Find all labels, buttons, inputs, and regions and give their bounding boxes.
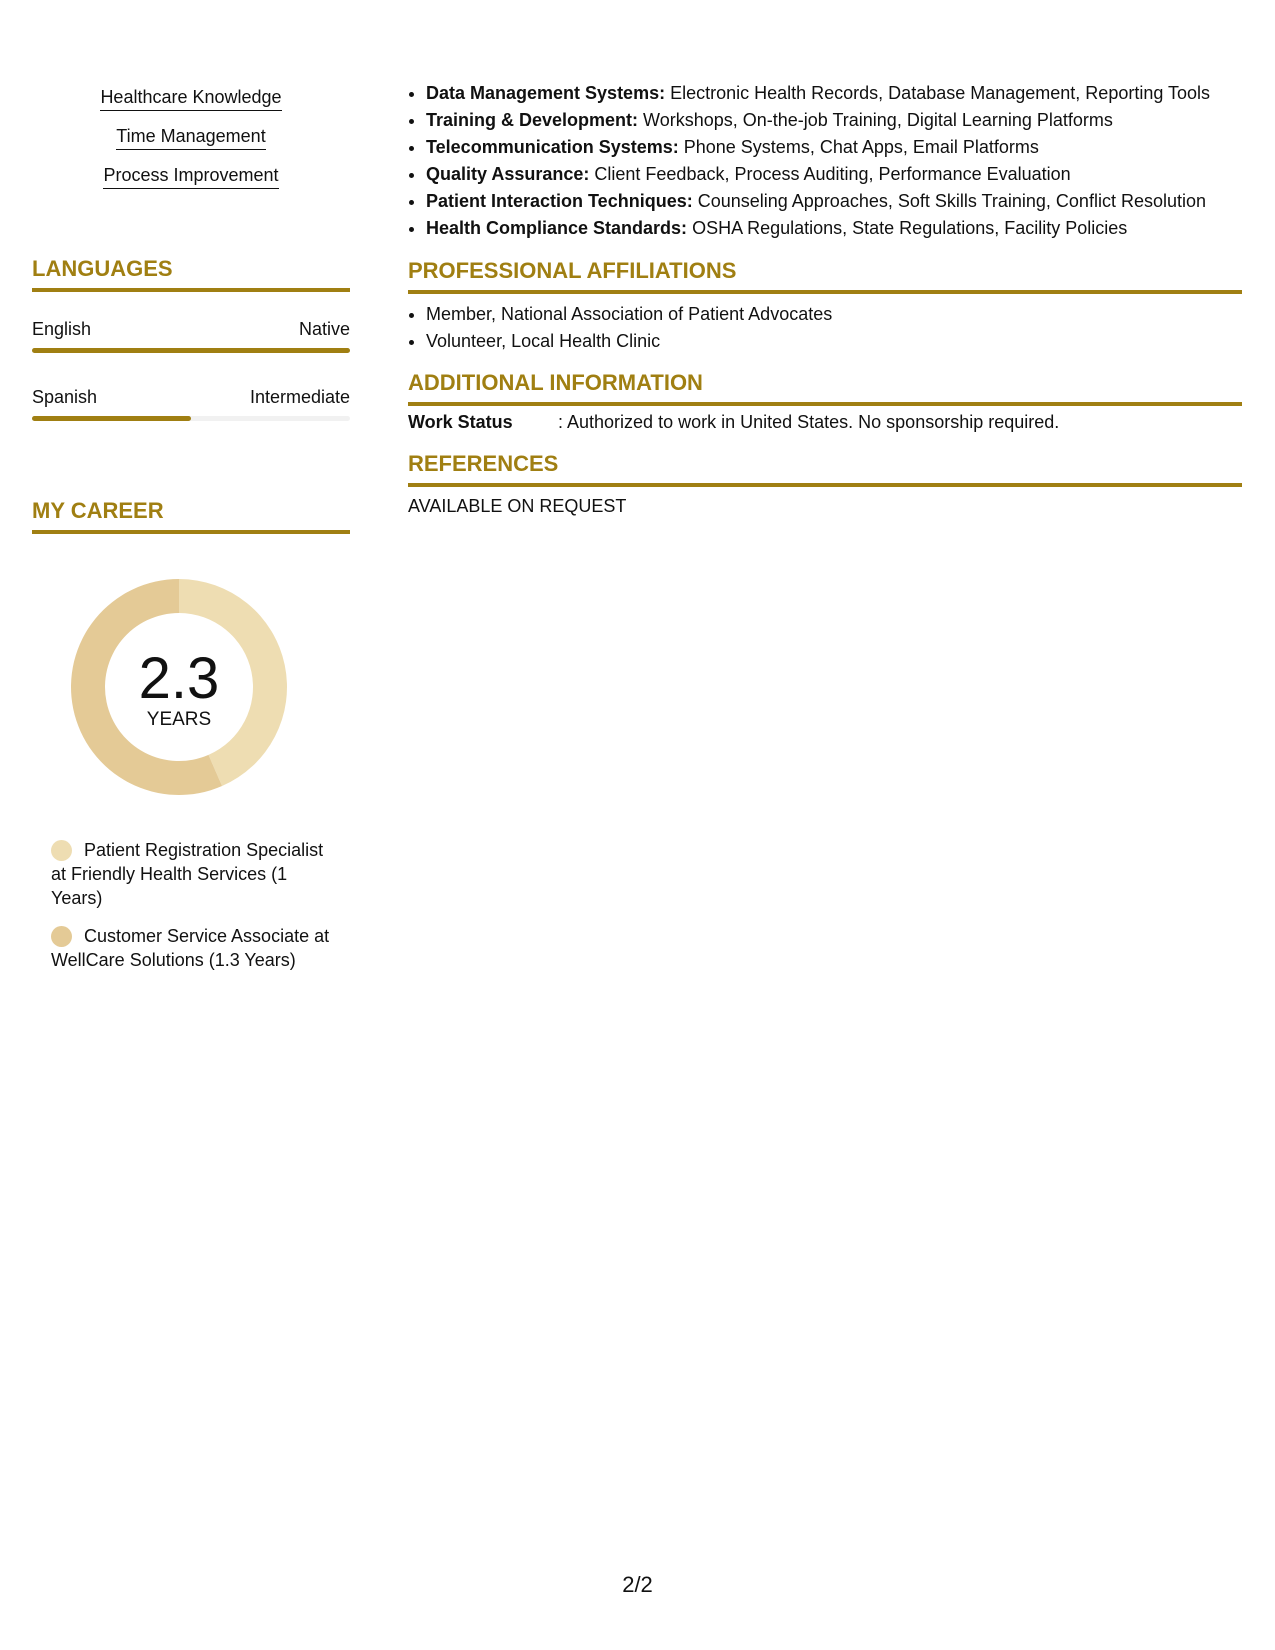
page-number: 2/2 bbox=[622, 1572, 653, 1597]
language-bar-fill bbox=[32, 416, 191, 421]
legend-label: Customer Service Associate at WellCare Solutions (1.3 Years) bbox=[51, 926, 330, 970]
affiliations-heading: PROFESSIONAL AFFILIATIONS bbox=[408, 258, 1242, 294]
skill-item bbox=[426, 215, 1256, 242]
language-bar-track bbox=[32, 416, 350, 421]
legend-label: Patient Registration Specialist at Friendly Health Services (1 Years) bbox=[51, 840, 324, 908]
skill-details: Client Feedback, Process Auditing, Performance Evaluation bbox=[589, 164, 1071, 184]
language-level: Intermediate bbox=[249, 387, 350, 407]
legend-dot bbox=[51, 926, 72, 947]
skill-tag bbox=[32, 164, 350, 189]
skill-item bbox=[426, 134, 1256, 161]
skill-item bbox=[426, 107, 1256, 134]
skill-details: Phone Systems, Chat Apps, Email Platforms bbox=[678, 137, 1039, 157]
career-heading: MY CAREER bbox=[32, 498, 350, 534]
affiliation-item: • Member, National Association of Patient Advocates bbox=[426, 301, 832, 328]
additional-info-heading: ADDITIONAL INFORMATION bbox=[408, 370, 1242, 406]
references-heading: REFERENCES bbox=[408, 451, 1242, 487]
work-status-row bbox=[408, 410, 1242, 434]
career-legend bbox=[51, 838, 341, 986]
donut-center bbox=[67, 575, 291, 799]
skill-item bbox=[426, 188, 1256, 215]
career-total-years: 2.3 bbox=[138, 646, 220, 711]
skill-tag-text: Healthcare Knowledge bbox=[100, 86, 281, 111]
work-status-value: : Authorized to work in United States. No sponsorship required. bbox=[558, 412, 1060, 432]
skills-list bbox=[408, 80, 1256, 242]
language-bar-fill bbox=[32, 348, 350, 353]
skill-category: Training & Development: bbox=[426, 110, 639, 130]
affiliation-item: • Volunteer, Local Health Clinic bbox=[426, 328, 832, 355]
legend-dot bbox=[51, 840, 72, 861]
languages-heading: LANGUAGES bbox=[32, 256, 350, 292]
affiliations-list bbox=[408, 301, 832, 355]
skill-details: Workshops, On-the-job Training, Digital Learning Platforms bbox=[638, 110, 1113, 130]
language-english bbox=[32, 318, 350, 353]
skill-item bbox=[426, 161, 1256, 188]
skill-tag-text: Time Management bbox=[116, 125, 265, 150]
skill-category: Health Compliance Standards: bbox=[426, 218, 688, 238]
work-status-label: Work Status bbox=[408, 412, 513, 432]
skill-category: Telecommunication Systems: bbox=[426, 137, 679, 157]
references-text: AVAILABLE ON REQUEST bbox=[408, 496, 627, 516]
language-bar-track bbox=[32, 348, 350, 353]
legend-item bbox=[51, 838, 341, 910]
language-spanish bbox=[32, 386, 350, 421]
skill-category: Data Management Systems: bbox=[426, 83, 666, 103]
skill-details: OSHA Regulations, State Regulations, Facility Policies bbox=[687, 218, 1128, 238]
legend-item bbox=[51, 924, 341, 972]
skill-tag bbox=[32, 86, 350, 111]
language-name: English bbox=[32, 319, 92, 339]
skill-tag-text: Process Improvement bbox=[103, 164, 278, 189]
skill-details: Counseling Approaches, Soft Skills Training, Conflict Resolution bbox=[692, 191, 1206, 211]
skill-category: Quality Assurance: bbox=[426, 164, 590, 184]
skill-tag bbox=[32, 125, 350, 150]
skill-tags bbox=[32, 86, 350, 203]
skill-category: Patient Interaction Techniques: bbox=[426, 191, 693, 211]
language-name: Spanish bbox=[32, 387, 98, 407]
language-level: Native bbox=[298, 319, 350, 339]
career-total-unit: YEARS bbox=[146, 709, 212, 730]
skill-item bbox=[426, 80, 1256, 107]
skill-details: Electronic Health Records, Database Management, Reporting Tools bbox=[665, 83, 1211, 103]
